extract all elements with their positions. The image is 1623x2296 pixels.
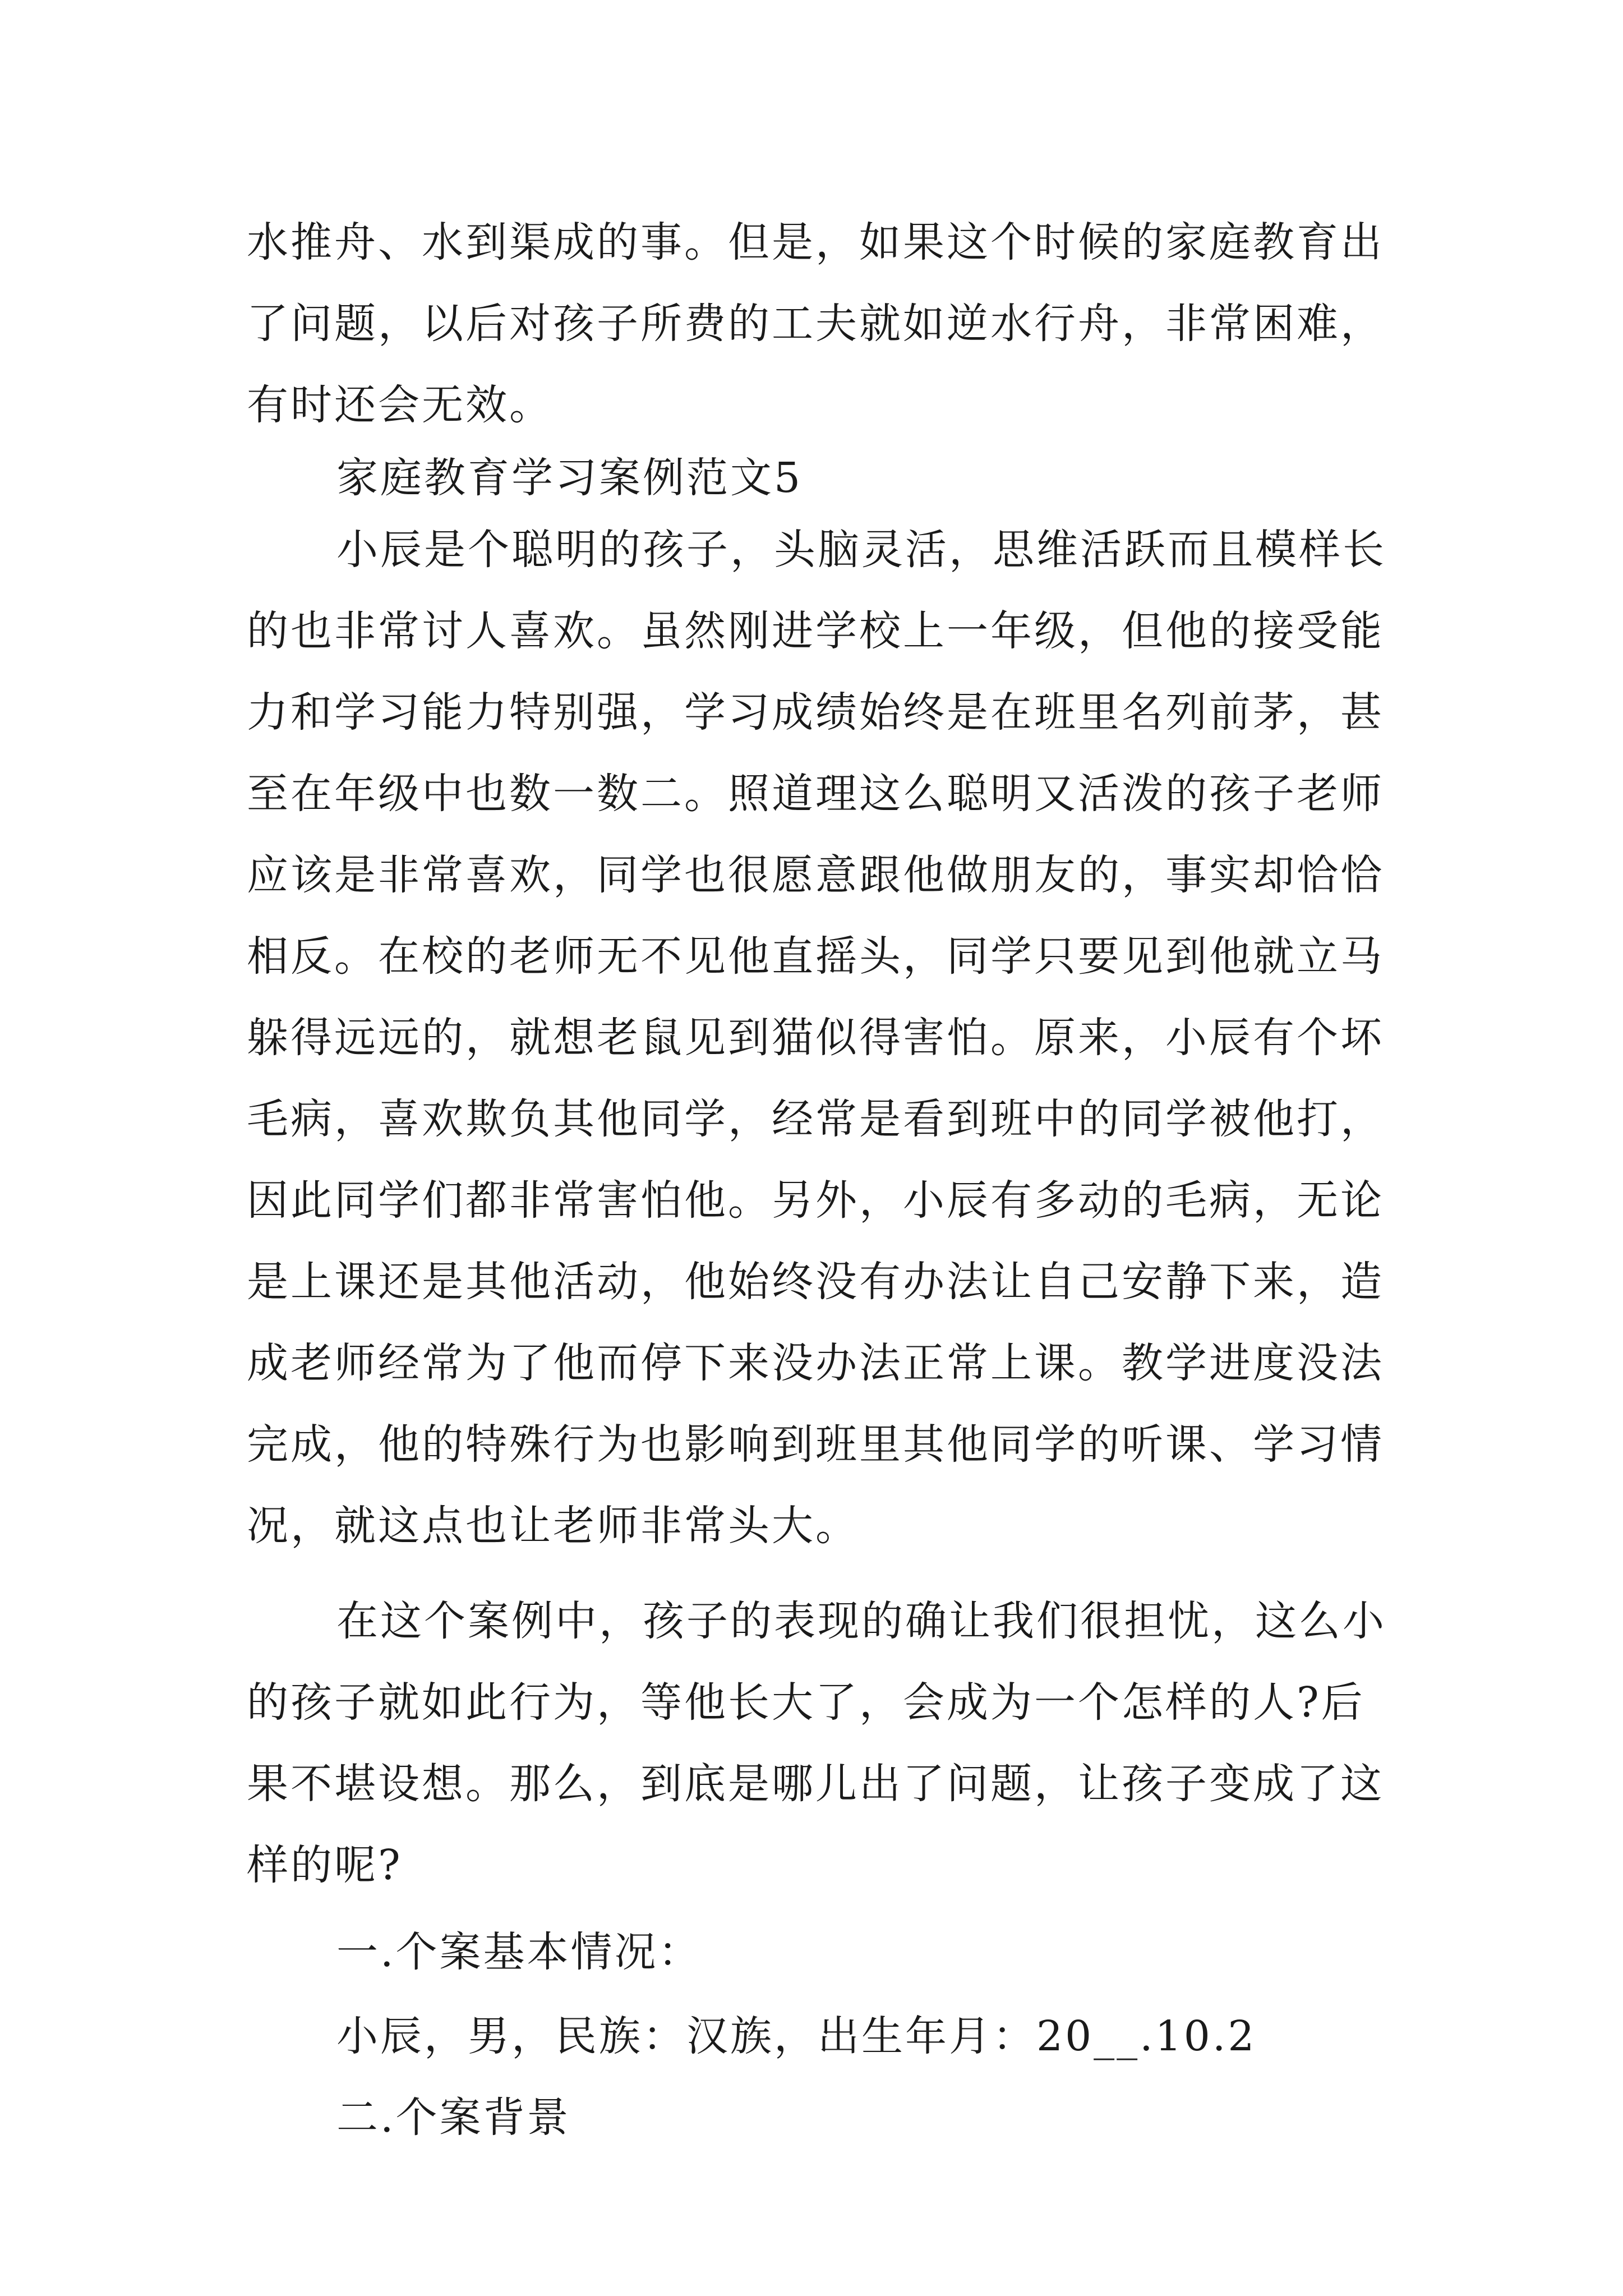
body-text-line: 果不堪设想。那么，到底是哪儿出了问题，让孩子变成了这 xyxy=(247,1760,1384,1808)
body-text-line: 小辰是个聪明的孩子，头脑灵活，思维活跃而且模样长 xyxy=(336,526,1386,574)
body-text-line: 毛病，喜欢欺负其他同学，经常是看到班中的同学被他打， xyxy=(247,1095,1384,1143)
body-text-line: 况，就这点也让老师非常头大。 xyxy=(247,1502,859,1550)
section-heading: 二.个案背景 xyxy=(336,2093,571,2142)
body-text-line: 力和学习能力特别强，学习成绩始终是在班里名列前茅，甚 xyxy=(247,688,1384,737)
body-text-line: 因此同学们都非常害怕他。另外，小辰有多动的毛病，无论 xyxy=(247,1176,1384,1225)
body-text-line: 躲得远远的，就想老鼠见到猫似得害怕。原来，小辰有个坏 xyxy=(247,1014,1384,1062)
section-heading: 一.个案基本情况： xyxy=(336,1928,702,1976)
body-text-line: 是上课还是其他活动，他始终没有办法让自己安静下来，造 xyxy=(247,1258,1384,1306)
body-text-line: 完成，他的特殊行为也影响到班里其他同学的听课、学习情 xyxy=(247,1420,1384,1469)
body-text-line: 应该是非常喜欢，同学也很愿意跟他做朋友的，事实却恰恰 xyxy=(247,851,1384,899)
body-text-line: 相反。在校的老师无不见他直摇头，同学只要见到他就立马 xyxy=(247,932,1384,981)
body-text-line: 了问题，以后对孩子所费的工夫就如逆水行舟，非常困难， xyxy=(247,300,1384,348)
body-text-line: 成老师经常为了他而停下来没办法正常上课。教学进度没法 xyxy=(247,1339,1384,1387)
section-heading: 家庭教育学习案例范文5 xyxy=(336,454,803,502)
body-text-line: 有时还会无效。 xyxy=(247,381,553,429)
body-text-line: 水推舟、水到渠成的事。但是，如果这个时候的家庭教育出 xyxy=(247,218,1384,266)
body-text-line: 的孩子就如此行为，等他长大了，会成为一个怎样的人?后 xyxy=(247,1678,1365,1727)
body-text-line: 小辰，男，民族：汉族，出生年月：20__.10.2 xyxy=(336,2012,1257,2060)
body-text-line: 至在年级中也数一数二。照道理这么聪明又活泼的孩子老师 xyxy=(247,770,1384,818)
body-text-line: 在这个案例中，孩子的表现的确让我们很担忧，这么小 xyxy=(336,1597,1386,1645)
body-text-line: 样的呢? xyxy=(247,1841,403,1889)
body-text-line: 的也非常讨人喜欢。虽然刚进学校上一年级，但他的接受能 xyxy=(247,607,1384,655)
